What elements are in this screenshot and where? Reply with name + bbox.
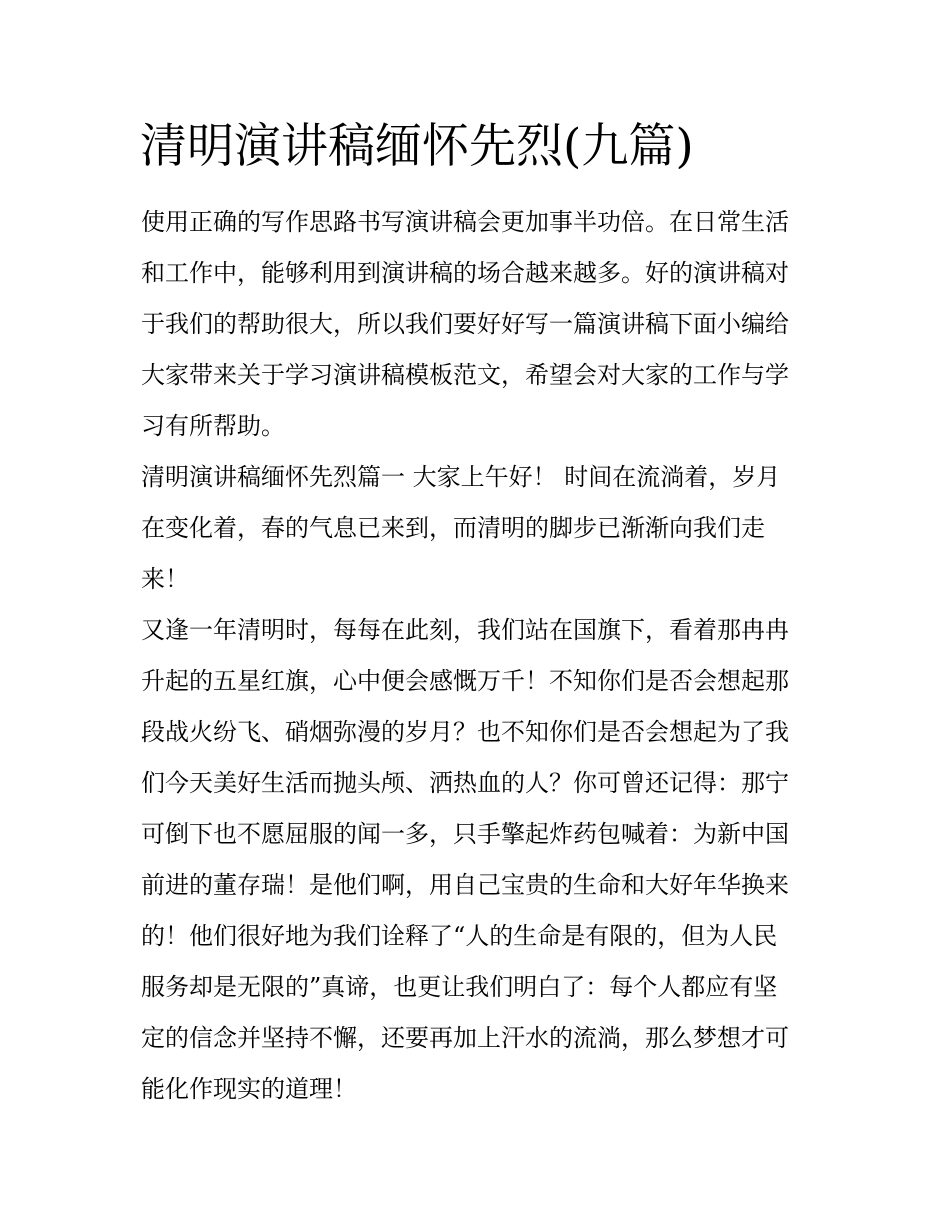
text-line: 服务却是无限的”真谛，也更让我们明白了：每个人都应有坚 xyxy=(141,973,778,1001)
text-line: 们今天美好生活而抛头颅、洒热血的人？你可曾还记得：那宁 xyxy=(141,769,789,797)
text-line: 的！他们很好地为我们诠释了“人的生命是有限的，但为人民 xyxy=(141,922,778,950)
text-line: 使用正确的写作思路书写演讲稿会更加事半功倍。在日常生活 xyxy=(141,208,789,236)
text-line: 前进的董存瑞！是他们啊，用自己宝贵的生命和大好年华换来 xyxy=(141,871,789,899)
text-line: 又逢一年清明时，每每在此刻，我们站在国旗下，看着那冉冉 xyxy=(141,616,789,644)
text-line: 习有所帮助。 xyxy=(141,412,285,440)
text-line: 大家带来关于学习演讲稿模板范文，希望会对大家的工作与学 xyxy=(141,361,789,389)
text-line: 升起的五星红旗，心中便会感慨万千！不知你们是否会想起那 xyxy=(141,667,789,695)
text-line: 和工作中，能够利用到演讲稿的场合越来越多。好的演讲稿对 xyxy=(141,259,789,287)
text-line: 定的信念并坚持不懈，还要再加上汗水的流淌，那么梦想才可 xyxy=(141,1024,789,1052)
text-line: 段战火纷飞、硝烟弥漫的岁月？也不知你们是否会想起为了我 xyxy=(141,718,789,746)
paragraph-qingming-reflection xyxy=(141,605,813,1115)
text-line: 可倒下也不愿屈服的闻一多，只手擎起炸药包喊着：为新中国 xyxy=(141,820,789,848)
document-title: 清明演讲稿缅怀先烈(九篇) xyxy=(140,119,694,174)
text-line: 清明演讲稿缅怀先烈篇一 大家上午好！ 时间在流淌着，岁月 xyxy=(141,463,781,491)
text-line: 来！ xyxy=(141,565,189,593)
text-line: 在变化着，春的气息已来到，而清明的脚步已渐渐向我们走 xyxy=(141,514,765,542)
document-body xyxy=(141,197,813,1115)
text-line: 能化作现实的道理！ xyxy=(141,1075,357,1103)
text-line: 于我们的帮助很大，所以我们要好好写一篇演讲稿下面小编给 xyxy=(141,310,789,338)
paragraph-section-one-opening xyxy=(141,452,813,605)
paragraph-intro xyxy=(141,197,813,452)
